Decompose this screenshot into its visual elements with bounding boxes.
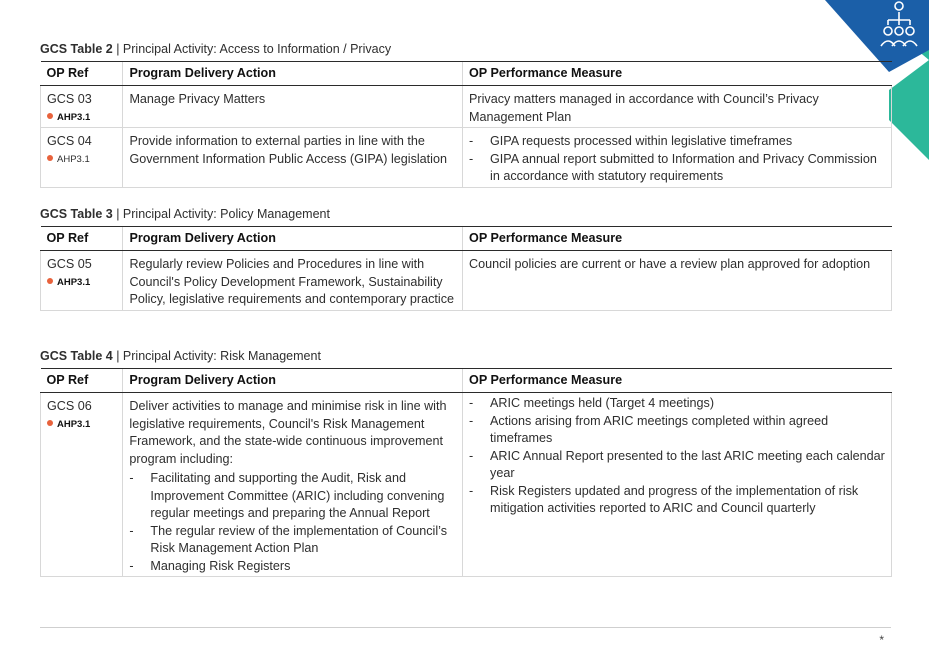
measure-cell [463, 393, 892, 577]
title-separator: | [112, 42, 123, 56]
ahp-tag [47, 111, 116, 125]
table-name: GCS Table 2 [40, 42, 113, 56]
section-title-gcs-table-2 [40, 42, 391, 56]
col-op-performance-measure: OP Performance Measure [463, 227, 892, 251]
principal-activity: Principal Activity: Risk Management [122, 349, 321, 363]
measure-list [469, 133, 885, 186]
status-dot-icon [47, 155, 53, 161]
action-item: - The regular review of the implementation of Council’s Risk Management Action Plan [129, 523, 456, 558]
table-header-row [41, 227, 892, 251]
section-title-gcs-table-3 [40, 207, 330, 221]
measure-cell: Council policies are current or have a review plan approved for adoption [463, 251, 892, 311]
col-op-ref: OP Ref [41, 62, 123, 86]
table-row [41, 393, 892, 577]
gcs-table-3 [40, 226, 892, 311]
op-ref: GCS 05 [47, 257, 92, 271]
action-item: - Facilitating and supporting the Audit, Risk and Improvement Committee (ARIC) including convening regular meetings and preparing the Annual Report [129, 470, 456, 523]
action-cell: Provide information to external parties in line with the Government Information Public Access (GIPA) legislation [123, 128, 463, 188]
gcs-table-4 [40, 368, 892, 577]
principal-activity: Principal Activity: Policy Management [122, 207, 330, 221]
ahp-tag [47, 418, 116, 432]
title-separator: | [112, 349, 123, 363]
status-dot-icon [47, 420, 53, 426]
op-ref: GCS 06 [47, 399, 92, 413]
col-op-ref: OP Ref [41, 227, 123, 251]
title-separator: | [112, 207, 123, 221]
op-ref: GCS 04 [47, 134, 92, 148]
action-list [129, 470, 456, 575]
col-program-delivery-action: Program Delivery Action [123, 62, 463, 86]
col-op-performance-measure: OP Performance Measure [463, 369, 892, 393]
measure-item: - GIPA annual report submitted to Information and Privacy Commission in accordance with statutory requirements [469, 151, 885, 186]
col-op-performance-measure: OP Performance Measure [463, 62, 892, 86]
col-program-delivery-action: Program Delivery Action [123, 369, 463, 393]
ahp-tag-label: AHP3.1 [57, 418, 91, 430]
ahp-tag [47, 153, 116, 167]
action-intro: Deliver activities to manage and minimise risk in line with legislative requirements, Council's Risk Management Framework, and the state-wide continuous improvement program including: [129, 399, 447, 466]
ref-cell [41, 251, 123, 311]
measure-cell [463, 128, 892, 188]
ahp-tag-label: AHP3.1 [57, 276, 91, 288]
status-dot-icon [47, 113, 53, 119]
table-row [41, 251, 892, 311]
action-item: - Managing Risk Registers [129, 558, 456, 576]
measure-item: - Actions arising from ARIC meetings completed within agreed timeframes [469, 413, 885, 448]
principal-activity: Principal Activity: Access to Information / Privacy [122, 42, 392, 56]
ref-cell [41, 393, 123, 577]
table-header-row [41, 62, 892, 86]
measure-list [469, 395, 885, 518]
gcs-table-2 [40, 61, 892, 188]
op-ref: GCS 03 [47, 92, 92, 106]
table-header-row [41, 369, 892, 393]
ahp-tag-label: AHP3.1 [57, 111, 91, 123]
measure-cell: Privacy matters managed in accordance with Council’s Privacy Management Plan [463, 86, 892, 128]
status-dot-icon [47, 278, 53, 284]
table-row [41, 128, 892, 188]
table-row [41, 86, 892, 128]
ref-cell [41, 128, 123, 188]
ref-cell [41, 86, 123, 128]
footer-rule [40, 627, 891, 628]
measure-item: - Risk Registers updated and progress of the implementation of risk mitigation activities reported to ARIC and Council quarterly [469, 483, 885, 518]
measure-item: - ARIC meetings held (Target 4 meetings) [469, 395, 885, 413]
measure-item: - ARIC Annual Report presented to the last ARIC meeting each calendar year [469, 448, 885, 483]
table-name: GCS Table 4 [40, 349, 113, 363]
table-name: GCS Table 3 [40, 207, 113, 221]
footer-mark: * [879, 633, 884, 647]
action-cell [123, 393, 463, 577]
measure-item: - GIPA requests processed within legislative timeframes [469, 133, 885, 151]
action-cell: Regularly review Policies and Procedures in line with Council's Policy Development Framework, Sustainability Policy, legislative requirements and contemporary practice [123, 251, 463, 311]
section-title-gcs-table-4 [40, 349, 321, 363]
col-op-ref: OP Ref [41, 369, 123, 393]
ahp-tag-label: AHP3.1 [57, 153, 90, 165]
col-program-delivery-action: Program Delivery Action [123, 227, 463, 251]
action-cell: Manage Privacy Matters [123, 86, 463, 128]
ahp-tag [47, 276, 116, 290]
